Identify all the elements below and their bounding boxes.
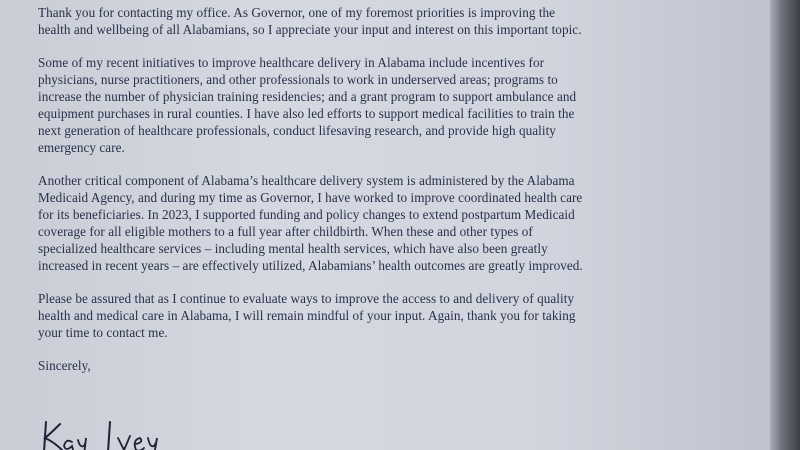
paragraph-thanks: Thank you for contacting my office. As Governor, one of my foremost priorities is improving the health and wellbeing of all Alabamians, so I appreciate your input and interest on this important topic. [38,5,582,37]
paragraph-medicaid: Another critical component of Alabama’s healthcare delivery system is administered by the Alabama Medicaid Agency, and during my time as Governor, I have worked to improve coordinated health care for its beneficiaries. In 2023, I supported funding and policy changes to extend postpartum Medicaid coverage for all eligible mothers to a full year after childbirth. When these and other types of specialized healthcare services – including mental health services, which have also been greatly increased in recent years – are effectively utilized, Alabamians’ health outcomes are greatly improved. [38,173,583,273]
paragraph-initiatives: Some of my recent initiatives to improve healthcare delivery in Alabama include incentives for physicians, nurse practitioners, and other professionals to work in underserved areas; programs to increase the number of physician training residencies; and a grant program to support ambulance and equipment purchases in rural counties. I have also led efforts to support medical facilities to train the next generation of healthcare professionals, conduct lifesaving research, and provide high quality emergency care. [38,55,577,155]
handwritten-signature [40,416,180,450]
letter-body [38,4,728,374]
paragraph-assurance: Please be assured that as I continue to evaluate ways to improve the access to and delivery of quality health and medical care in Alabama, I will remain mindful of your input. Again, thank you for taking your time to contact me. [38,291,576,340]
paper-edge-shadow [770,0,800,450]
signature-scribble [40,416,180,450]
closing-salutation: Sincerely, [38,358,91,373]
